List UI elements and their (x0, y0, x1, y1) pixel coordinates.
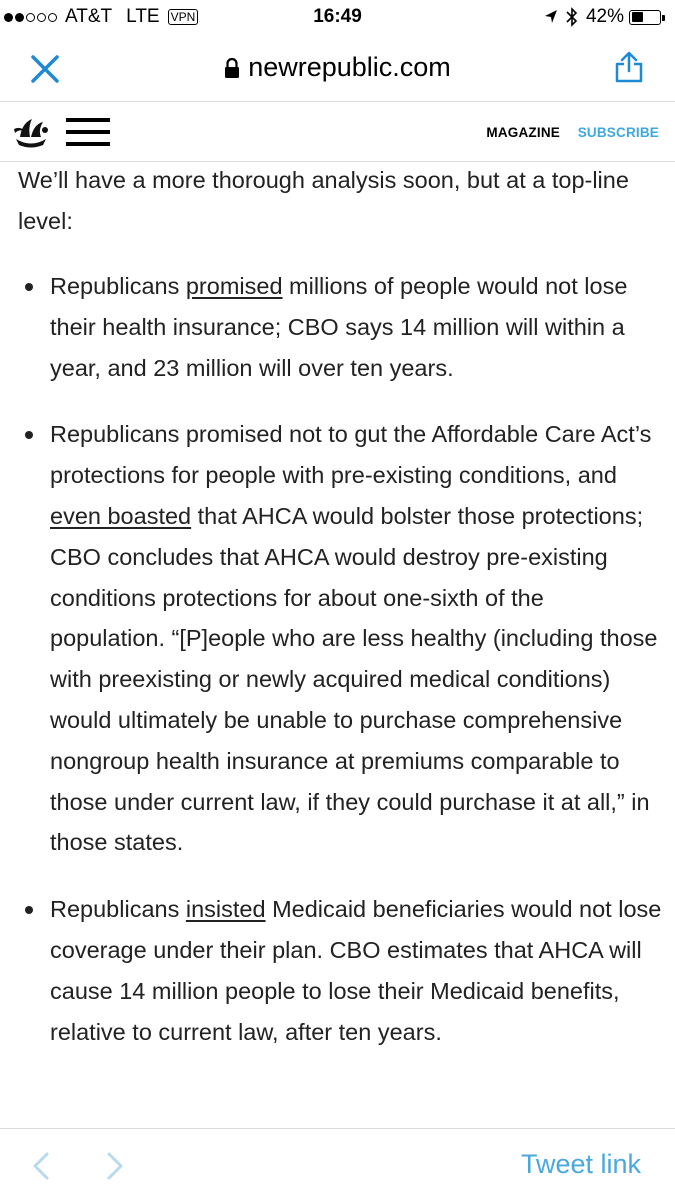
chevron-left-icon (30, 1151, 52, 1181)
insisted-link[interactable]: insisted (185, 896, 266, 923)
battery-percentage: 42% (585, 6, 624, 27)
bullet-text-pre: Republicans (50, 273, 186, 299)
back-button[interactable] (30, 1151, 52, 1181)
lock-icon (224, 57, 240, 79)
carrier-name: AT&T (65, 6, 113, 27)
bullet-text-post: that AHCA would bolster those protections; CBO concludes that AHCA would destroy pre-existing conditions protections for about one-sixth of the population. “[P]eople who are less healthy (including those with preexisting or newly acquired medical conditions) would ultimately be unable to purchase comprehensive nongroup health insurance at premiums comparable to those under current law, if they could purchase it at all,” in those states. (50, 502, 658, 856)
subscribe-link[interactable]: SUBSCRIBE (577, 125, 659, 140)
network-type: LTE (126, 6, 160, 27)
list-item (0, 266, 675, 388)
bullet-text-pre: Republicans (50, 896, 186, 923)
even-boasted-link[interactable]: even boasted (50, 502, 192, 529)
ship-logo-icon (12, 115, 50, 151)
url-text: newrepublic.com (248, 52, 451, 82)
magazine-link[interactable]: MAGAZINE (486, 125, 560, 140)
status-bar-right (544, 6, 661, 28)
list-item (0, 414, 675, 863)
bullet-text-pre: Republicans promised not to gut the Affordable Care Act’s protections for people with pre-existing conditions, and (50, 421, 652, 489)
chevron-right-icon (104, 1151, 126, 1181)
vpn-badge: VPN (168, 9, 199, 25)
bullet-text-post: millions of people would not lose their health insurance; CBO says 14 million will within a year, and 23 million will over ten years. (50, 273, 628, 381)
new-republic-logo[interactable] (12, 115, 50, 151)
status-bar (0, 0, 675, 36)
article-intro: We’ll have a more thorough analysis soon, but at a top-line level: (18, 167, 629, 234)
bottom-toolbar (0, 1128, 675, 1200)
battery-icon (629, 10, 661, 25)
location-arrow-icon (544, 9, 558, 25)
menu-button[interactable] (66, 118, 110, 148)
url-display[interactable] (0, 52, 675, 83)
browser-url-bar (0, 36, 675, 102)
tweet-link-button[interactable]: Tweet link (520, 1149, 641, 1179)
list-item (0, 889, 675, 1052)
status-time: 16:49 (313, 6, 362, 27)
site-navigation (0, 103, 675, 162)
bluetooth-icon (566, 7, 578, 27)
promised-link[interactable]: promised (185, 273, 283, 299)
forward-button[interactable] (104, 1151, 126, 1181)
share-icon (613, 50, 645, 84)
bullet-list (0, 266, 675, 1078)
article-body (0, 160, 675, 1128)
bullet-text-post: Medicaid beneficiaries would not lose coverage under their plan. CBO estimates that AHCA will cause 14 million people to lose their Medicaid benefits, relative to current law, after ten years. (50, 896, 662, 1045)
share-button[interactable] (613, 50, 645, 84)
